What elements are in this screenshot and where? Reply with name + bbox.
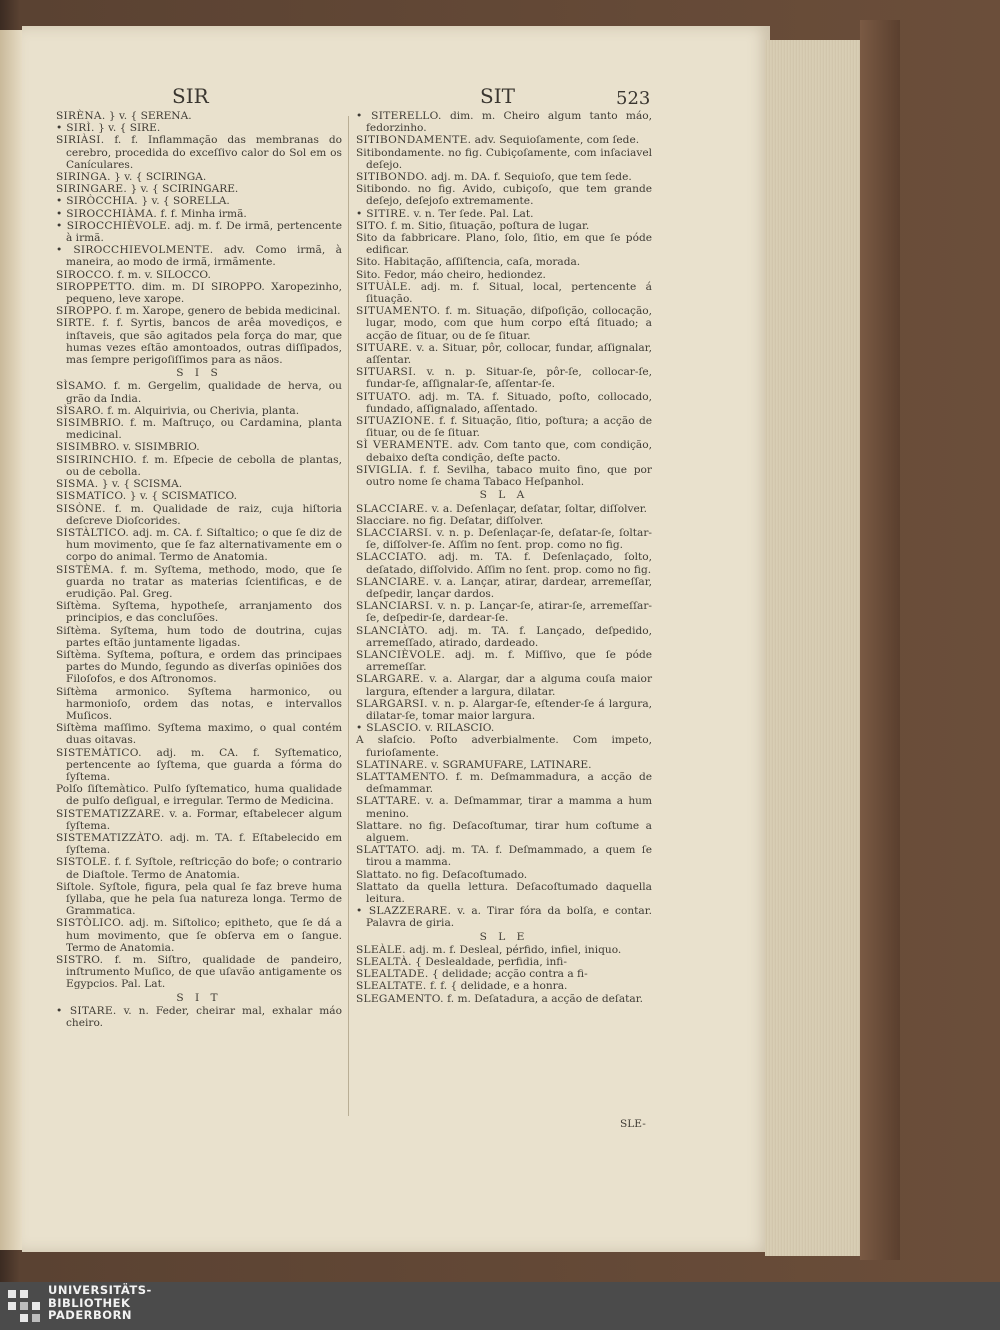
headword: SIRTE. [56,317,96,330]
sub-entry [56,649,342,686]
headword: • SIROCCHIEVOLMENTE. [56,244,214,257]
definition: v. a. Formar, eſtabelecer algum ſyſtema. [66,807,342,832]
sub-entry [356,256,652,268]
book-cover-edge [860,20,900,1260]
definition: f. f. Inflammação das membranas do cerebro, procedida do exceſſivo calor do Sol em os Canículares. [66,134,342,171]
definition: adv. Sequioſamente, com ſede. [474,134,640,147]
dictionary-entry [356,366,652,390]
definition: f. m. Maſtruço, ou Cardamina, planta medicinal. [66,417,342,442]
definition: v. n. p. Situar-ſe, pôr-ſe, collocar-ſe, fundar-ſe, aſſignalar-ſe, aſſentar-ſe. [366,366,653,391]
definition: adj. m. CA. f. Syſtematico, pertencente ao ſyſtema, que guarda a fórma do ſyſtema. [66,746,343,783]
headword: • SIROCCHIÀMA. [56,207,158,220]
dictionary-entry [356,527,652,551]
dictionary-entry [56,317,342,366]
definition: Sito. Habitação, aſſiſtencia, caſa, morada. [356,256,581,269]
headword: SISTÈMA. [56,563,114,576]
left-page-edge [0,30,22,1250]
dictionary-entry [356,503,652,515]
headword: SITUARSI. [356,366,417,379]
dictionary-entry [356,600,652,624]
headword: SISMA. [56,478,99,491]
dictionary-entry [356,305,652,342]
dictionary-entry [356,625,652,649]
headword: • SIRÒCCHIA. [56,195,138,208]
definition: adj. m. CA. f. Siſtaltico; o que ſe diz de hum movimento, que ſe faz alternativamente em o corpo do animal. Termo de Anatomia. [66,526,342,564]
library-name-line: UNIVERSITÄTS- [48,1283,152,1297]
dictionary-entry [356,208,652,220]
sub-entry [56,625,342,649]
dictionary-entry [56,1005,342,1029]
headword: SLEÀLE. [356,943,406,956]
dictionary-entry [356,956,652,968]
headword: SITIBONDO. [356,171,428,184]
dictionary-entry [356,673,652,697]
dictionary-entry [56,747,342,784]
definition: adj. m. f. Situal, local, pertencente á ſituação. [366,280,652,306]
page-block-edges [765,40,865,1256]
sub-entry [356,147,652,171]
definition: v. n. p. Alargar-ſe, eſtender-ſe á largura, dilatar-ſe, tomar maior largura. [366,697,652,722]
column-rule [348,116,349,1116]
definition: f. m. Gergelim, qualidade de herva, ou grão da India. [66,380,342,405]
definition: f. f. Syſtole, reſtricção do bofe; o contrario de Diaſtole. Termo de Anatomia. [66,856,342,881]
headword: • SLAZZERARE. [356,905,452,918]
definition: adj. m. f. Desleal, pérfido, infiel, iniquo. [409,943,622,956]
definition: v. a. Deſenlaçar, deſatar, ſoltar, diſſolver. [431,502,648,515]
headword: SITUÀLE. [356,280,412,293]
headword: • SITIRE. [356,207,411,220]
headword: SISIMBRIO. [56,417,125,430]
definition: Sitibondo. no fig. Avido, cubiçoſo, que tem grande deſejo, deſejoſo extremamente. [356,183,652,208]
section-heading: S L E [479,930,529,943]
definition: v. a. Lançar, atirar, dardear, arremeſſar, deſpedir, lançar dardos. [366,575,652,600]
page-number: 523 [616,88,651,109]
definition: adj. m. f. De irmã, pertencente à irmã. [66,219,342,245]
dictionary-entry [56,490,342,502]
headword: SIROPPO. [56,305,113,318]
definition: v. a. Deſmammar, tirar a mamma a hum menino. [366,795,653,820]
headword: SÌ VERAMENTE. [356,439,454,452]
dictionary-entry [56,478,342,490]
dictionary-entry [56,441,342,453]
library-name-line: PADERBORN [48,1308,133,1322]
definition: adj. m. f. Miſſivo, que ſe póde arremeſſar. [366,648,652,674]
headword: SITIBONDAMENTE. [356,134,472,147]
dictionary-entry [56,954,342,991]
headword: SÌSARO. [56,404,104,417]
dictionary-entry [56,503,342,527]
dictionary-entry [56,856,342,880]
dictionary-entry [356,649,652,673]
headword: SIRINGA. [56,171,111,184]
definition: Sito da fabbricare. Plano, ſolo, ſitio, em que ſe póde edificar. [356,232,652,257]
definition: Slacciare. no fig. Deſatar, diſſolver. [356,514,544,527]
sub-entry [356,869,652,881]
definition: adj. m. Siſtolico; epitheto, que ſe dá a hum movimento, que ſe obſerva em o ſangue. Termo de Anatomia. [66,917,342,954]
definition: v. n. Feder, cheirar mal, exhalar máo cheiro. [66,1004,342,1030]
headword: • SIRÌ. [56,122,95,135]
definition: } v. { SCISMA. [101,478,183,491]
running-head-center: SIT [480,84,515,108]
definition: adv. Com tanto que, com condição, debaixo deſta condição, deſte pacto. [366,439,652,464]
headword: SISÒNE. [56,502,106,515]
definition: f. m. Xarope, genero de bebida medicinal. [115,305,341,318]
sub-entry [356,232,652,256]
section-heading: S I T [176,991,222,1004]
definition: v. n. p. Deſenlaçar-ſe, deſatar-ſe, ſoltar-ſe, diſſolver-ſe. Aſſim no ſent. prop. como no fig. [366,526,652,552]
dictionary-entry [56,454,342,478]
dictionary-entry [56,122,342,134]
definition: adj. m. TA. f. Deſenlaçado, ſolto, deſatado, diſſolvido. Aſſim no ſent. prop. como no fig. [366,551,652,576]
dictionary-entry [56,208,342,220]
headword: SIROCCO. [56,268,115,281]
definition: } v. { SORELLA. [141,195,230,208]
dictionary-entry [356,844,652,868]
sub-entry [356,734,652,758]
dictionary-entry [56,380,342,404]
headword: SLEALTÀ. [356,956,412,969]
definition: adj. m. TA. f. Eſtabelecido em ſyſtema. [66,831,342,857]
sub-entry [56,783,342,807]
definition: Slattare. no fig. Deſacoſtumar, tirar hum coſtume a alguem. [356,819,652,844]
headword: SISIMBRO. [56,441,120,454]
headword: SLARGARSI. [356,697,428,710]
definition: v. a. Tirar fóra da bolſa, e contar. Palavra de giria. [366,905,653,930]
definition: Slattato da quella lettura. Deſacoſtumado daquella leitura. [356,880,652,905]
headword: SISTEMATIZZARE. [56,807,165,820]
definition: Siſtèma. Syſtema, poſtura, e ordem das principaes partes do Mundo, ſegundo as diverſas opiniões dos Filoſofos, e dos Aſtronomos. [56,648,342,686]
headword: SITUAMENTO. [356,305,441,318]
dictionary-entry [356,391,652,415]
definition: adj. m. TA. f. Situado, poſto, collocado, fundado, aſſignalado, aſſentado. [366,390,652,415]
definition: Siſtèma. Syſtema, hum todo de doutrina, cujas partes eſtão juntamente ligadas. [56,624,342,649]
definition: } v. { SCIRINGARE. [130,183,239,196]
headword: SLATTARE. [356,795,421,808]
headword: SLATINARE. [356,758,428,771]
dictionary-entry [56,832,342,856]
definition: f. f. { delidade, e a honra. [429,980,568,993]
dictionary-entry [56,305,342,317]
sub-entry [56,686,342,723]
definition: f. m. Deſmammadura, a acção de deſmammar. [366,770,652,796]
sub-entry [356,881,652,905]
dictionary-entry [356,576,652,600]
headword: • SITERELLO. [356,110,442,122]
headword: SISTEMATIZZÀTO. [56,831,164,844]
dictionary-entry [56,220,342,244]
definition: { delidade; acção contra a fi- [431,968,588,981]
definition: Sito. Fedor, máo cheiro, hediondez. [356,268,546,281]
headword: SLARGARE. [356,673,424,686]
dictionary-entry [56,269,342,281]
dictionary-entry [56,808,342,832]
dictionary-entry [56,195,342,207]
headword: SLACCIATO. [356,551,427,564]
dictionary-entry [356,698,652,722]
headword: • SIROCCHIÈVOLE. [56,219,171,232]
definition: f. m. Alquirivia, ou Cherivia, planta. [107,404,300,417]
headword: SLATTAMENTO. [356,770,449,783]
definition: f. f. Situação, ſitio, poſtura; a acção de ſituar, ou de ſe ſituar. [366,415,653,440]
headword: SITUATO. [356,390,412,403]
dictionary-entry [356,415,652,439]
running-head-left: SIR [172,84,209,108]
dictionary-entry [56,527,342,564]
section-heading: S L A [479,489,529,502]
dictionary-entry [56,564,342,601]
dictionary-entry [356,134,652,146]
headword: SÌSAMO. [56,380,107,393]
definition: v. a. Alargar, dar a alguma couſa maior largura, eſtender a largura, dilatar. [366,673,653,698]
dictionary-entry [56,171,342,183]
definition: f. f. Minha irmã. [160,207,247,220]
definition: f. m. Siſtro, qualidade de pandeiro, inſtrumento Muſico, de que uſavão antigamente os Egypcios. Pal. Lat. [66,954,343,991]
dictionary-entry [356,464,652,488]
headword: SISTEMÀTICO. [56,746,142,759]
definition: Siſtèma armonico. Syſtema harmonico, ou harmonioſo, ordem das notas, e intervallos Muſicos. [56,685,342,722]
dictionary-entry [356,171,652,183]
dictionary-entry [356,993,652,1005]
headword: SISTÒLICO. [56,917,125,930]
headword: SITO. [356,219,388,232]
dictionary-entry [356,281,652,305]
sub-entry [356,820,652,844]
headword: SIRIÀSI. [56,134,105,147]
sub-entry [356,515,652,527]
dictionary-entry [356,551,652,575]
definition: Siſtèma. Syſtema, hypotheſe, arranjamento dos principios, e das concluſões. [56,600,342,625]
headword: SISTRO. [56,954,104,967]
dictionary-entry [356,905,652,929]
definition: dim. m. Cheiro algum tanto máo, fedorzinho. [366,110,652,135]
dictionary-entry [356,944,652,956]
headword: SLANCIÈVOLE. [356,648,446,661]
library-name [48,1284,152,1322]
headword: SLEALTATE. [356,980,427,993]
definition: adj. m. DA. f. Sequioſo, que tem ſede. [430,171,632,184]
definition: Sitibondamente. no fig. Cubiçoſamente, com inſaciavel deſejo. [356,146,652,171]
definition: f. m. Sitio, ſituação, poſtura de lugar. [390,219,590,232]
definition: } v. { SERENA. [108,110,192,122]
dictionary-entry [56,110,342,122]
headword: SISTÀLTICO. [56,526,130,539]
dictionary-entry [56,134,342,171]
headword: SLACCIARE. [356,502,429,515]
definition: f. m. Qualidade de raiz, cuja hiſtoria deſcreve Dioſcorides. [66,502,342,527]
left-column [56,110,342,1029]
dictionary-entry [56,244,342,268]
definition: adj. m. TA. f. Deſmammado, a quem ſe tirou a mamma. [366,844,652,869]
headword: SISMATICO. [56,490,127,503]
definition: } v. { SCIRINGA. [114,171,207,184]
sub-entry [356,269,652,281]
headword: SITUARE. [356,341,413,354]
library-logo [6,1288,42,1324]
headword: SISIRINCHIO. [56,453,137,466]
headword: SIROPPETTO. [56,280,136,293]
dictionary-entry [56,281,342,305]
dictionary-entry [356,220,652,232]
definition: f. m. Syſtema, methodo, modo, que ſe guarda no tratar as materias ſcientificas, e de erudição. Pal. Greg. [66,563,342,600]
definition: f. m. v. SILOCCO. [117,268,211,281]
dictionary-entry [56,183,342,195]
headword: SLANCIARE. [356,575,430,588]
definition: v. SGRAMUFARE, LATINARE. [431,758,592,771]
definition: v. n. Ter ſede. Pal. Lat. [413,207,534,220]
definition: { Deslealdade, perfidia, infi- [415,956,567,969]
definition: v. n. p. Lançar-ſe, atirar-ſe, arremeſſar-ſe, deſpedir-ſe, dardear-ſe. [366,600,652,625]
headword: SIRINGARE. [56,183,128,196]
headword: SIVIGLIA. [356,463,413,476]
dictionary-entry [356,795,652,819]
definition: f. m. Eſpecie de cebolla de plantas, ou de cebolla. [66,453,342,478]
headword: SLANCIARSI. [356,600,434,613]
headword: SISTOLE. [56,856,111,869]
definition: f. m. Situação, diſpoſição, collocação, lugar, modo, com que hum corpo eſtá ſituado; a acção de ſituar, ou de ſe ſituar. [366,305,653,342]
dictionary-entry [356,342,652,366]
definition: A slaſcio. Poſto adverbialmente. Com impeto, furioſamente. [356,734,652,759]
headword: SLEALTADE. [356,968,429,981]
right-column [356,110,652,1005]
dictionary-entry [356,759,652,771]
headword: SITUAZIONE. [356,415,435,428]
headword: • SITARE. [56,1004,117,1017]
definition: dim. m. DI SIROPPO. Xaropezinho, pequeno, leve xarope. [66,280,342,306]
headword: SLANCIÀTO. [356,624,429,637]
dictionary-entry [356,439,652,463]
definition: adj. m. TA. f. Lançado, deſpedido, arremeſſado, atirado, dardeado. [366,624,652,649]
definition: Polſo ſiſtemàtico. Pulſo ſyſtematico, huma qualidade de pulſo deſigual, e irregular. Termo de Medicina. [56,783,342,808]
definition: f. m. Deſatadura, a acção de deſatar. [447,992,643,1005]
definition: f. f. Syrtis, bancos de arêa movediços, e inſtaveis, que são agitados pela força do mar, que humas vezes eſtão amontoados, outras diſſipados, mas ſempre perigoſiſſimos para as nãos. [66,317,342,367]
dictionary-entry [356,771,652,795]
headword: SLATTATO. [356,844,420,857]
dictionary-entry [56,417,342,441]
dictionary-entry [356,110,652,134]
library-name-line: BIBLIOTHEK [48,1295,131,1310]
sub-entry [356,183,652,207]
sub-entry [56,600,342,624]
definition: v. a. Situar, pôr, collocar, fundar, aſſignalar, aſſentar. [366,341,652,367]
catchword: SLE- [620,1118,646,1130]
sub-entry [56,881,342,918]
sub-entry [56,722,342,746]
dictionary-entry [56,917,342,954]
headword: SIRÈNA. [56,110,106,122]
section-heading: S I S [176,367,222,380]
headword: SLACCIARSI. [356,526,433,539]
definition: } v. { SIRE. [98,122,161,135]
definition: v. RILASCIO. [424,722,495,735]
dictionary-entry [356,722,652,734]
dictionary-entry [356,980,652,992]
headword: SLEGAMENTO. [356,992,444,1005]
dictionary-entry [356,968,652,980]
definition: Siſtèma maſſimo. Syſtema maximo, o qual contém duas oitavas. [56,722,342,747]
headword: • SLASCIO. [356,722,422,735]
definition: v. SISIMBRIO. [123,441,200,454]
dictionary-entry [56,405,342,417]
definition: adv. Como irmã, à maneira, ao modo de irmã, irmãmente. [66,244,342,269]
definition: } v. { SCISMATICO. [129,490,237,503]
definition: Siſtole. Syſtole, figura, pela qual ſe faz breve huma ſyllaba, que he pela ſua natureza longa. Termo de Grammatica. [56,880,342,918]
definition: Slattato. no fig. Deſacoſtumado. [356,868,528,881]
definition: f. f. Sevilha, tabaco muito fino, que por outro nome ſe chama Tabaco Heſpanhol. [366,463,652,489]
